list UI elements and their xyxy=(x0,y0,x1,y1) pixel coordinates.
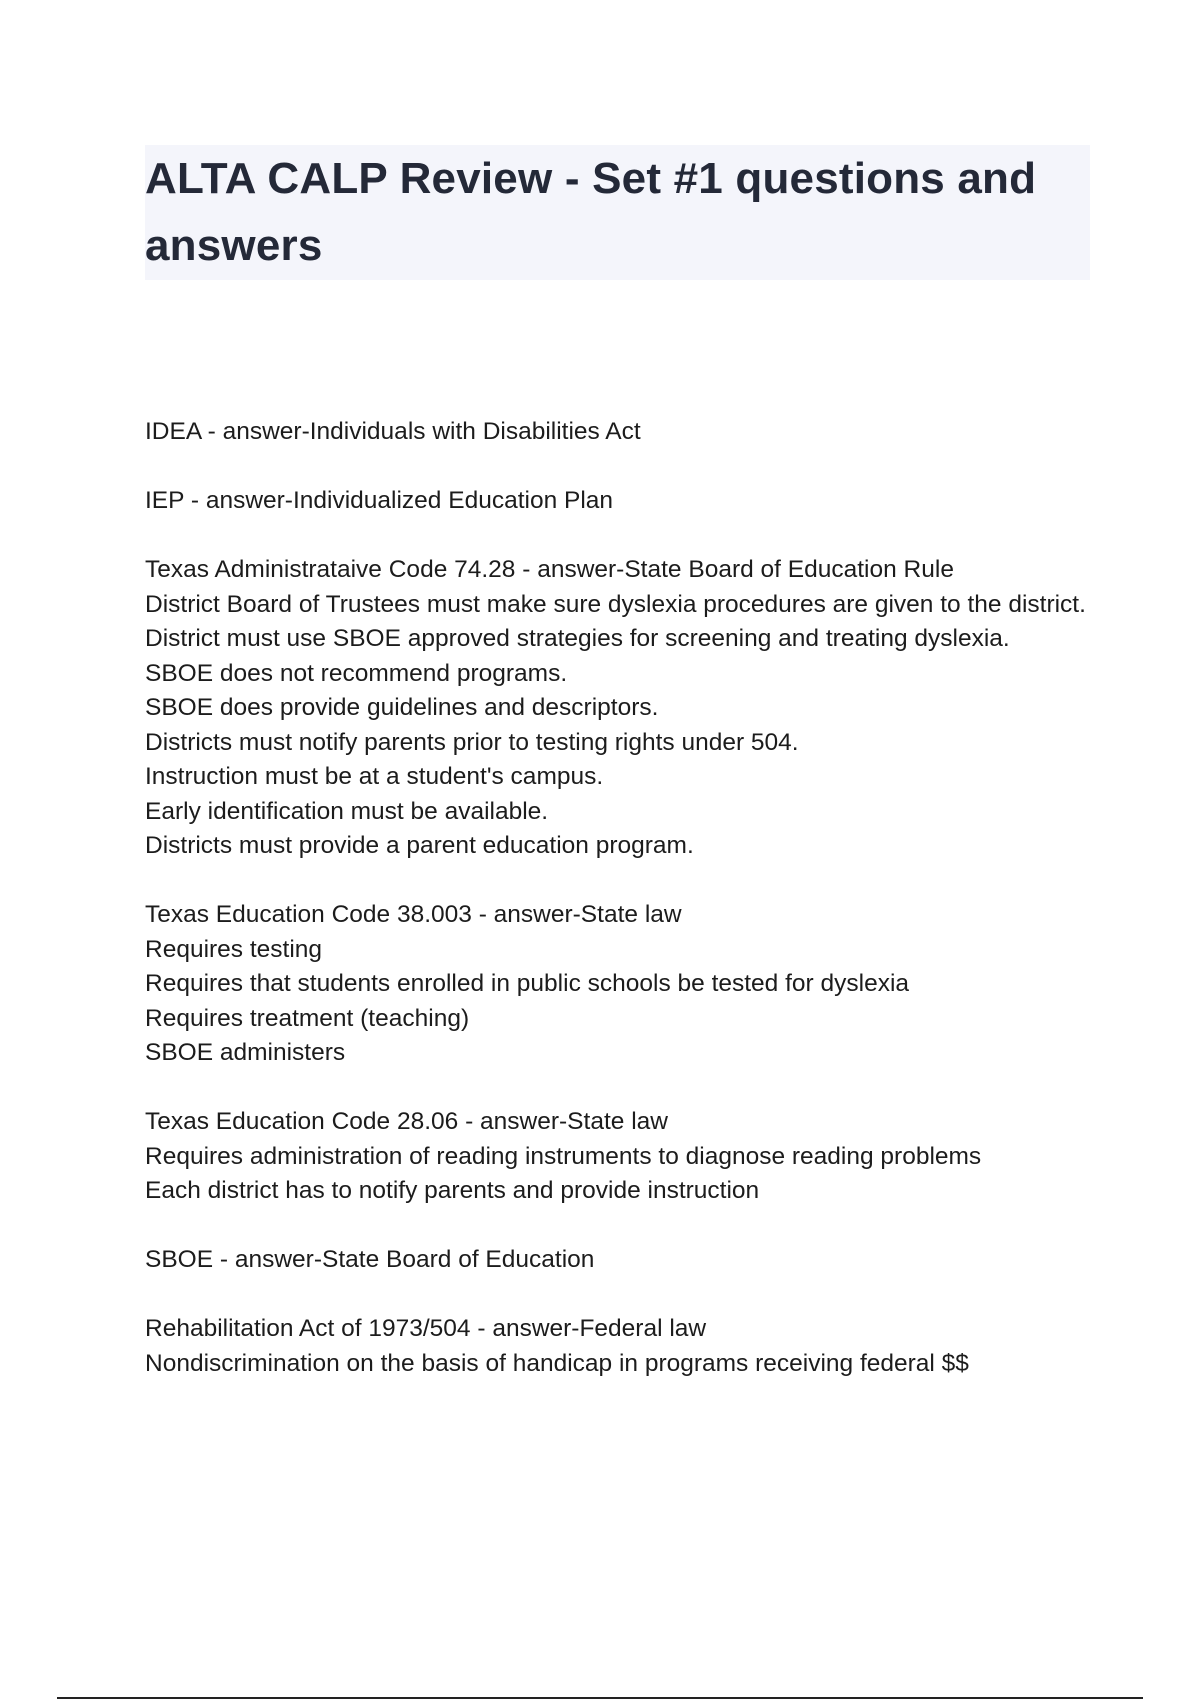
qa-entry-tec-38-003 xyxy=(145,898,1105,1071)
footer-divider xyxy=(57,1697,1143,1699)
qa-line: Districts must provide a parent education program. xyxy=(145,832,694,859)
qa-line: District Board of Trustees must make sure dyslexia procedures are given to the district. xyxy=(145,590,1086,618)
qa-line: Early identification must be available. xyxy=(145,797,549,825)
page-title: ALTA CALP Review - Set #1 questions and answers xyxy=(145,154,1037,270)
qa-entry-iep xyxy=(145,484,1105,519)
qa-line: IDEA - answer-Individuals with Disabilities Act xyxy=(145,418,641,445)
qa-entry-idea xyxy=(145,415,1105,450)
qa-line: Requires administration of reading instruments to diagnose reading problems xyxy=(145,1142,982,1170)
qa-line: Texas Education Code 28.06 - answer-State law xyxy=(145,1108,668,1135)
qa-line: Texas Education Code 38.003 - answer-State law xyxy=(145,901,682,928)
qa-content xyxy=(145,415,1105,1416)
qa-line: Requires that students enrolled in public schools be tested for dyslexia xyxy=(145,970,910,997)
qa-line: Requires testing xyxy=(145,935,323,963)
qa-line: IEP - answer-Individualized Education Plan xyxy=(145,487,614,514)
qa-line: SBOE does not recommend programs. xyxy=(145,659,568,687)
qa-line: Instruction must be at a student's campus. xyxy=(145,763,604,790)
qa-entry-tac-74-28 xyxy=(145,553,1105,864)
qa-line: SBOE - answer-State Board of Education xyxy=(145,1246,595,1273)
qa-entry-rehab-act xyxy=(145,1312,1105,1381)
qa-line: Requires treatment (teaching) xyxy=(145,1004,470,1032)
qa-line: Rehabilitation Act of 1973/504 - answer-Federal law xyxy=(145,1315,707,1342)
qa-line: Each district has to notify parents and provide instruction xyxy=(145,1177,760,1204)
qa-line: Texas Administrataive Code 74.28 - answer-State Board of Education Rule xyxy=(145,556,954,583)
qa-line: Nondiscrimination on the basis of handicap in programs receiving federal $$ xyxy=(145,1349,969,1377)
qa-line: District must use SBOE approved strategies for screening and treating dyslexia. xyxy=(145,625,1010,652)
qa-entry-sboe xyxy=(145,1243,1105,1278)
qa-line: SBOE does provide guidelines and descriptors. xyxy=(145,694,659,721)
qa-line: SBOE administers xyxy=(145,1039,346,1066)
title-block xyxy=(145,145,1090,280)
qa-line: Districts must notify parents prior to testing rights under 504. xyxy=(145,728,799,756)
qa-entry-tec-28-06 xyxy=(145,1105,1105,1209)
